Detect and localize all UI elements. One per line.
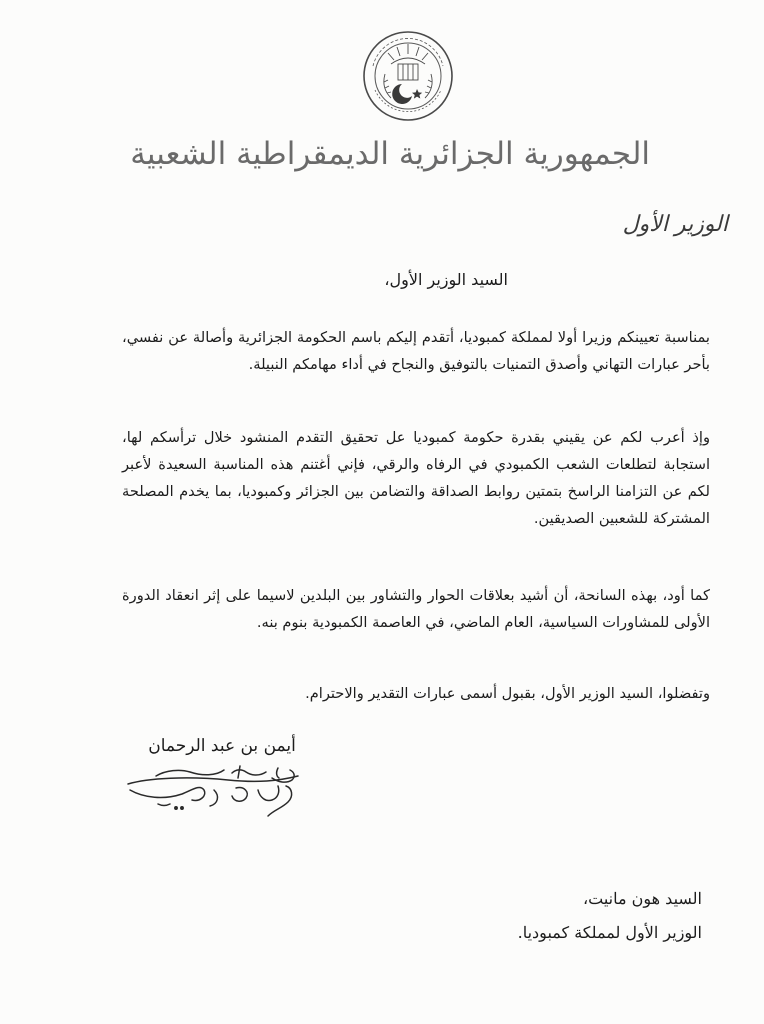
addressee-name: السيد هون مانيت، bbox=[582, 889, 702, 908]
body-paragraph: بمناسبة تعيينكم وزيرا أولا لمملكة كمبوديا، أتقدم إليكم باسم الحكومة الجزائرية وأصالة عن نفسي، بأحر عبارات التهاني وأصدق التمنيات بالتوفيق والنجاح في أداء مهامكم النبيلة. bbox=[122, 329, 710, 373]
addressee-title: الوزير الأول لمملكة كمبوديا. bbox=[517, 923, 702, 942]
issuing-office: الوزير الأول bbox=[622, 212, 728, 237]
closing-formula: وتفضلوا، السيد الوزير الأول، بقبول أسمى عبارات التقدير والاحترام. bbox=[305, 685, 710, 702]
salutation: السيد الوزير الأول، bbox=[384, 270, 508, 289]
handwritten-signature bbox=[118, 760, 318, 820]
state-seal-icon bbox=[361, 30, 455, 122]
body-paragraph: وإذ أعرب لكم عن يقيني بقدرة حكومة كمبوديا عل تحقيق التقدم المنشود خلال ترأسكم لها، استجابة لتطلعات الشعب الكمبودي في الرفاه والرقي، فإني أغتنم هذه المناسبة السعيدة لأعبر لكم عن التزامنا الراسخ بتمتين روابط الصداقة والتضامن بين الجزائر وكمبوديا، بما يخدم المصلحة المشتركة للشعبين الصديقين. bbox=[122, 429, 710, 527]
republic-name: الجمهورية الجزائرية الديمقراطية الشعبية bbox=[130, 136, 650, 172]
body-paragraph: كما أود، بهذه السانحة، أن أشيد بعلاقات الحوار والتشاور بين البلدين لاسيما على إثر انعقاد الدورة الأولى للمشاورات السياسية، العام الماضي، في العاصمة الكمبودية بنوم بنه. bbox=[122, 587, 710, 631]
addressee-block bbox=[442, 882, 702, 950]
signatory-name: أيمن بن عبد الرحمان bbox=[148, 736, 296, 756]
